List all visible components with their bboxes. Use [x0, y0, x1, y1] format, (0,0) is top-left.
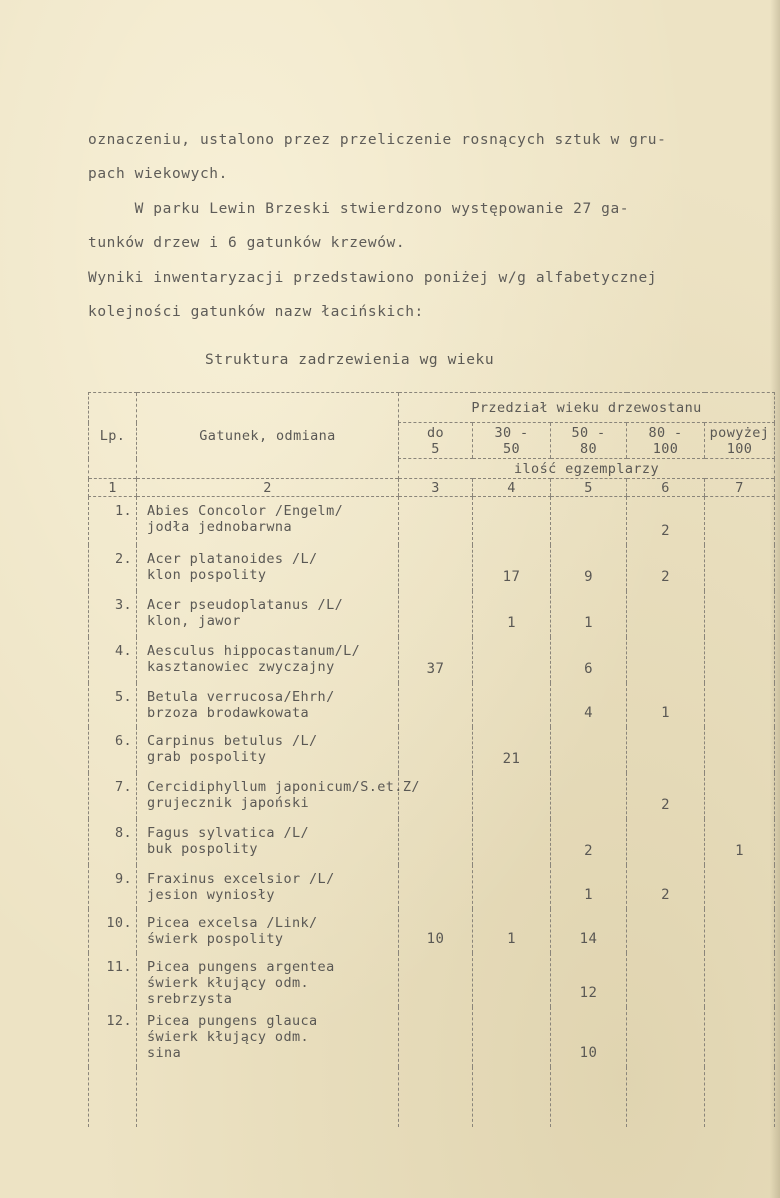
count-cell: 10 [399, 909, 473, 953]
species-name-line: srebrzysta [147, 990, 233, 1007]
paragraph-line: kolejności gatunków nazw łacińskich: [88, 304, 424, 320]
table-row [89, 773, 775, 819]
count-cell [627, 819, 705, 865]
header-age-col [473, 423, 551, 459]
species-name-line: Carpinus betulus /L/ [147, 732, 318, 749]
count-cell [705, 909, 775, 953]
species-name-line: Picea excelsa /Link/ [147, 914, 318, 931]
row-species [137, 953, 399, 1007]
row-lp: 10. [89, 909, 137, 953]
species-name-line: Picea pungens argentea [147, 958, 335, 975]
paragraph-line: Wyniki inwentaryzacji przedstawiono poniżej w/g alfabetycznej [88, 270, 658, 286]
count-cell: 14 [551, 909, 627, 953]
row-species [137, 497, 399, 545]
col-number: 5 [551, 479, 627, 497]
count-cell: 1 [473, 591, 551, 637]
header-age-group-label: Przedział wieku drzewostanu [471, 399, 702, 416]
count-cell [551, 773, 627, 819]
row-species [137, 591, 399, 637]
species-name-line: Fagus sylvatica /L/ [147, 824, 310, 841]
count-cell [473, 683, 551, 727]
count-cell [551, 497, 627, 545]
count-cell: 2 [551, 819, 627, 865]
row-lp: 12. [89, 1007, 137, 1067]
species-name-line: Cercidiphyllum japonicum/S.et.Z/ [147, 778, 420, 795]
table-caption: Struktura zadrzewienia wg wieku [205, 352, 495, 368]
paragraph-line: pach wiekowych. [88, 166, 228, 182]
count-cell [399, 683, 473, 727]
row-species [137, 683, 399, 727]
count-cell: 4 [551, 683, 627, 727]
count-cell [705, 545, 775, 591]
count-cell [705, 773, 775, 819]
count-cell [551, 727, 627, 773]
species-name-line: brzoza brodawkowata [147, 704, 310, 721]
species-name-line: świerk kłujący odm. [147, 1028, 310, 1045]
age-col-top: do [426, 424, 445, 441]
count-cell [399, 865, 473, 909]
col-number: 3 [399, 479, 473, 497]
count-cell: 17 [473, 545, 551, 591]
table-row [89, 1007, 775, 1067]
row-lp: 7. [89, 773, 137, 819]
header-age-col [627, 423, 705, 459]
empty-cell [627, 1067, 705, 1127]
species-name-line: Fraxinus excelsior /L/ [147, 870, 335, 887]
row-species [137, 1007, 399, 1067]
species-name-line: sina [147, 1044, 182, 1061]
age-col-top: powyżej [709, 424, 770, 441]
count-cell: 2 [627, 773, 705, 819]
table-row [89, 545, 775, 591]
age-col-top: 50 - [571, 424, 606, 441]
count-cell [627, 591, 705, 637]
header-species [137, 393, 399, 479]
species-name-line: Picea pungens glauca [147, 1012, 318, 1029]
row-species [137, 727, 399, 773]
col-number: 1 [89, 479, 137, 497]
species-name-line: Acer pseudoplatanus /L/ [147, 596, 344, 613]
col-number: 4 [473, 479, 551, 497]
species-name-line: jesion wyniosły [147, 886, 275, 903]
paragraph-line: oznaczeniu, ustalono przez przeliczenie rosnących sztuk w gru- [88, 132, 667, 148]
row-lp: 4. [89, 637, 137, 683]
count-cell [473, 819, 551, 865]
count-cell [705, 497, 775, 545]
count-label-text: ilość egzemplarzy [514, 460, 659, 477]
table-row [89, 497, 775, 545]
col-number: 6 [627, 479, 705, 497]
row-lp: 8. [89, 819, 137, 865]
count-cell: 2 [627, 497, 705, 545]
count-cell [473, 637, 551, 683]
species-name-line: świerk kłujący odm. [147, 974, 310, 991]
count-cell [399, 591, 473, 637]
count-cell [627, 909, 705, 953]
empty-cell [89, 1067, 137, 1127]
empty-cell [473, 1067, 551, 1127]
header-species-label: Gatunek, odmiana [199, 427, 336, 444]
count-cell [399, 497, 473, 545]
empty-cell [705, 1067, 775, 1127]
header-age-col [551, 423, 627, 459]
paragraph-line: W parku Lewin Brzeski stwierdzono występowanie 27 ga- [88, 201, 630, 217]
age-col-bottom: 100 [652, 440, 679, 457]
age-col-top: 80 - [648, 424, 683, 441]
row-species [137, 909, 399, 953]
species-name-line: kasztanowiec zwyczajny [147, 658, 335, 675]
table-row [89, 727, 775, 773]
age-col-top: 30 - [494, 424, 529, 441]
row-lp: 9. [89, 865, 137, 909]
header-lp-label: Lp. [99, 427, 126, 444]
species-name-line: jodła jednobarwna [147, 519, 292, 535]
species-name-line: buk pospolity [147, 840, 258, 857]
count-cell [473, 865, 551, 909]
row-lp: 3. [89, 591, 137, 637]
row-species [137, 819, 399, 865]
species-name-line: grujecznik japoński [147, 794, 310, 811]
species-name-line: Acer platanoides /L/ [147, 550, 318, 567]
count-cell [473, 953, 551, 1007]
count-cell [705, 1007, 775, 1067]
count-cell [473, 773, 551, 819]
age-col-bottom: 50 [502, 440, 521, 457]
count-cell: 1 [551, 865, 627, 909]
count-cell [399, 727, 473, 773]
count-cell: 2 [627, 545, 705, 591]
table-row [89, 909, 775, 953]
count-cell: 1 [627, 683, 705, 727]
count-cell [399, 1007, 473, 1067]
inventory-table [88, 392, 775, 1127]
table-row [89, 591, 775, 637]
count-cell [473, 1007, 551, 1067]
count-cell: 1 [705, 819, 775, 865]
table-row [89, 819, 775, 865]
header-age-col [399, 423, 473, 459]
count-cell [705, 683, 775, 727]
header-lp [89, 393, 137, 479]
species-name-line: Abies Concolor /Engelm/ [147, 503, 344, 519]
count-cell [705, 637, 775, 683]
age-col-bottom: 5 [431, 440, 440, 457]
count-cell [705, 865, 775, 909]
count-cell [705, 953, 775, 1007]
row-species [137, 637, 399, 683]
species-name-line: klon pospolity [147, 566, 267, 583]
age-col-bottom: 80 [579, 440, 598, 457]
species-name-line: świerk pospolity [147, 930, 284, 947]
header-age-col [705, 423, 775, 459]
count-cell [705, 591, 775, 637]
count-cell [399, 545, 473, 591]
table-row [89, 683, 775, 727]
paragraph-line: tunków drzew i 6 gatunków krzewów. [88, 235, 406, 251]
age-col-bottom: 100 [726, 440, 753, 457]
count-cell [627, 637, 705, 683]
row-lp: 5. [89, 683, 137, 727]
species-name-line: grab pospolity [147, 748, 267, 765]
count-cell [627, 953, 705, 1007]
count-cell: 2 [627, 865, 705, 909]
count-cell: 10 [551, 1007, 627, 1067]
empty-cell [399, 1067, 473, 1127]
table-filler-row [89, 1067, 775, 1127]
col-number: 2 [137, 479, 399, 497]
row-species [137, 865, 399, 909]
count-cell: 12 [551, 953, 627, 1007]
count-cell: 1 [551, 591, 627, 637]
species-name-line: klon, jawor [147, 612, 241, 629]
row-lp: 2. [89, 545, 137, 591]
count-cell [473, 497, 551, 545]
count-cell [627, 1007, 705, 1067]
count-cell [627, 727, 705, 773]
count-cell: 9 [551, 545, 627, 591]
count-cell [705, 727, 775, 773]
row-lp: 11. [89, 953, 137, 1007]
count-cell: 6 [551, 637, 627, 683]
row-species [137, 773, 420, 819]
table-row [89, 953, 775, 1007]
table-row [89, 865, 775, 909]
row-lp: 1. [89, 497, 137, 545]
count-cell: 21 [473, 727, 551, 773]
row-lp: 6. [89, 727, 137, 773]
count-cell: 37 [399, 637, 473, 683]
header-count-label [399, 459, 775, 479]
count-cell [399, 819, 473, 865]
header-age-group [399, 393, 775, 423]
table-row [89, 637, 775, 683]
species-name-line: Betula verrucosa/Ehrh/ [147, 688, 335, 705]
species-name-line: Aesculus hippocastanum/L/ [147, 642, 361, 659]
row-species [137, 545, 399, 591]
count-cell [399, 953, 473, 1007]
empty-cell [137, 1067, 399, 1127]
count-cell: 1 [473, 909, 551, 953]
empty-cell [551, 1067, 627, 1127]
col-number: 7 [705, 479, 775, 497]
table-body [89, 497, 775, 1127]
